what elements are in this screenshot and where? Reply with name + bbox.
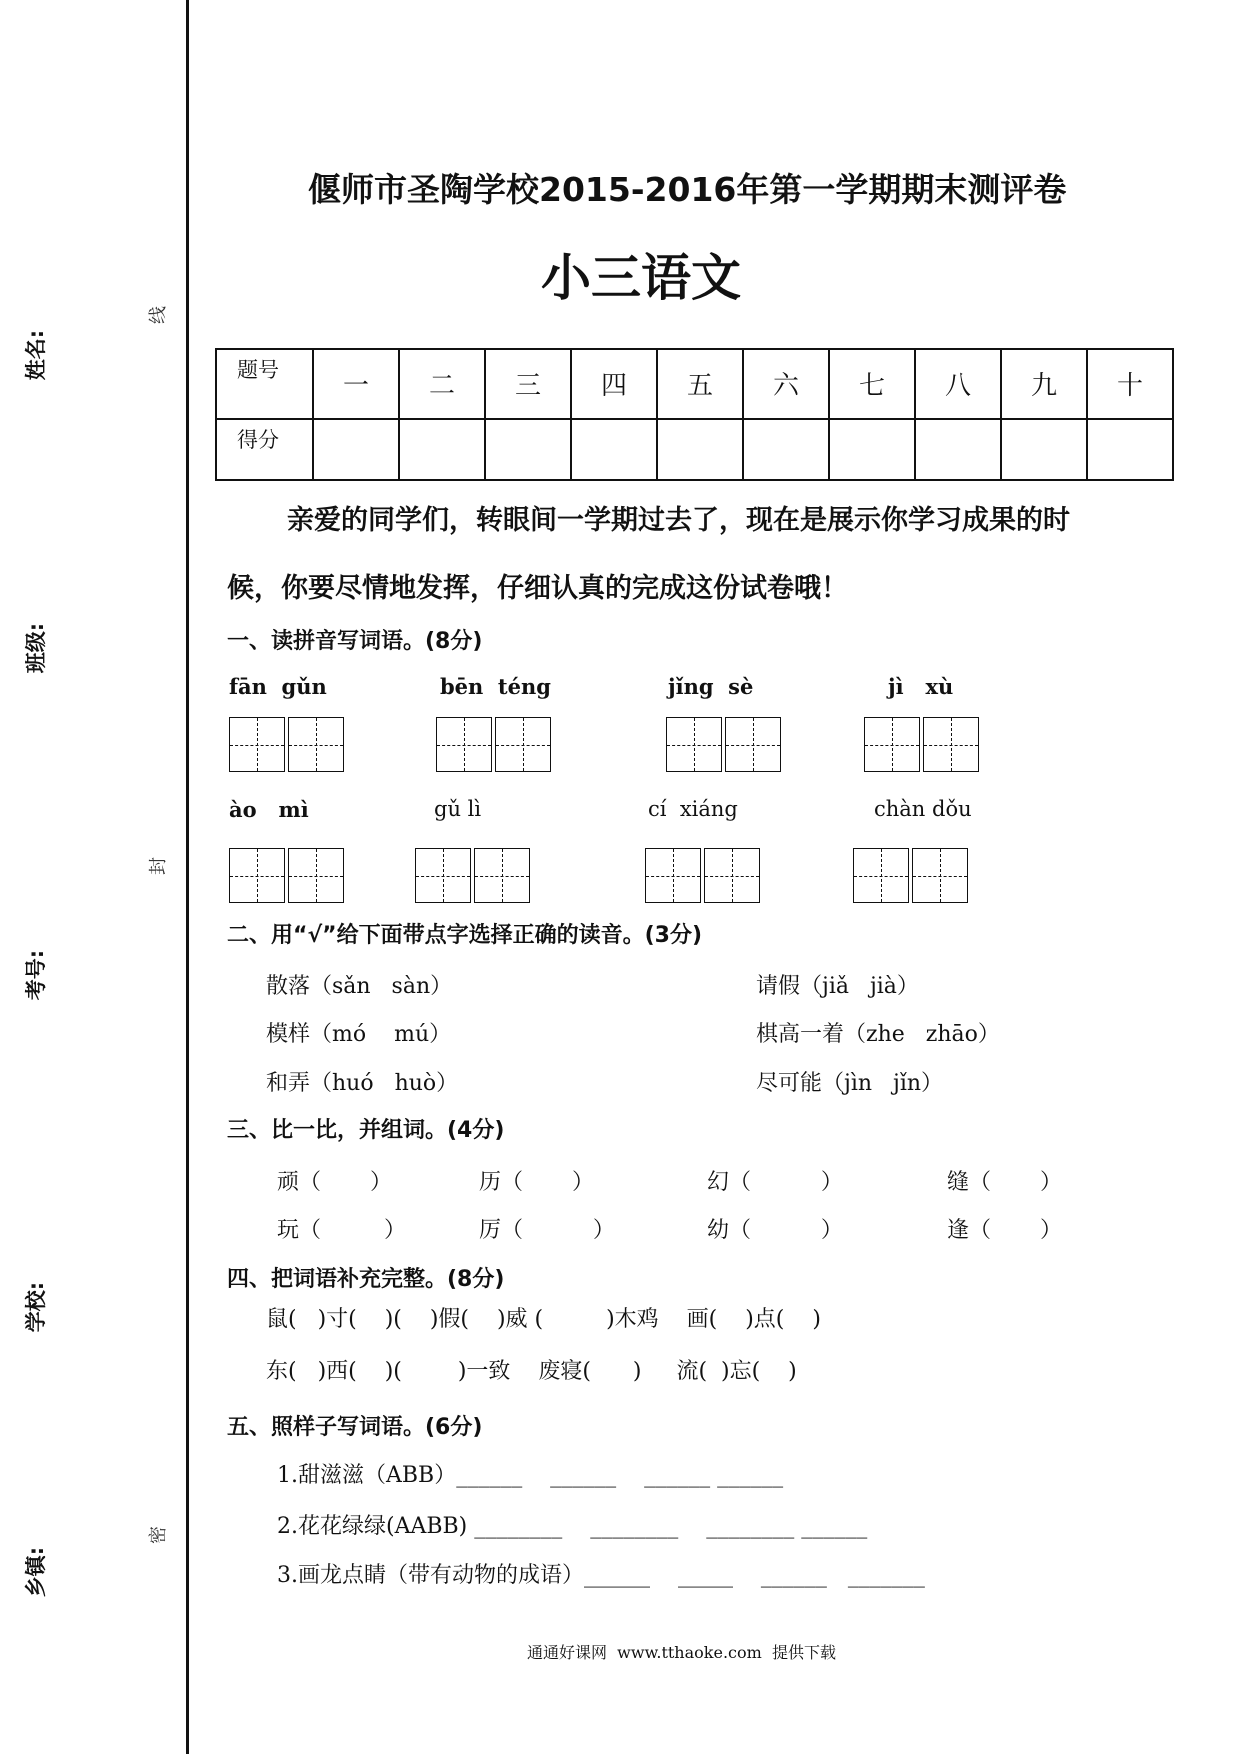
column-header: 一 <box>313 349 399 419</box>
word-blank[interactable]: 逢（ ） <box>947 1218 1062 1243</box>
pinyin: ào mì <box>229 797 309 822</box>
score-cell[interactable] <box>485 419 571 480</box>
footer-credit: 通通好课网 www.tthaoke.com 提供下载 <box>527 1643 836 1662</box>
pinyin: fān gǔn <box>229 674 327 699</box>
reading-choice[interactable]: 和弄（huó huò） <box>266 1071 459 1096</box>
writing-grid <box>415 848 530 903</box>
exam-number-label: 考号: <box>24 949 49 1001</box>
binding-line <box>186 0 189 1754</box>
char-box[interactable] <box>912 848 968 903</box>
school-label: 学校: <box>24 1281 49 1333</box>
char-box[interactable] <box>288 848 344 903</box>
question-number-row <box>216 349 1173 419</box>
idiom-fill-row[interactable]: 东( )西( )( )一致 废寝( ) 流( )忘( ) <box>266 1359 797 1384</box>
writing-grid <box>864 717 979 772</box>
seal-mark-line: 线 <box>148 306 169 324</box>
writing-grid <box>853 848 968 903</box>
writing-grid <box>229 848 344 903</box>
score-cell[interactable] <box>571 419 657 480</box>
score-cell[interactable] <box>657 419 743 480</box>
example-words-item[interactable]: 3.画龙点睛（带有动物的成语）______ _____ ______ _______ <box>277 1563 925 1588</box>
char-box[interactable] <box>229 848 285 903</box>
section5-heading: 五、照样子写词语。(6分) <box>227 1415 483 1440</box>
column-header: 六 <box>743 349 829 419</box>
char-box[interactable] <box>923 717 979 772</box>
score-cell[interactable] <box>313 419 399 480</box>
char-box[interactable] <box>864 717 920 772</box>
pinyin: gǔ lì <box>434 797 482 821</box>
word-blank[interactable]: 玩（ ） <box>277 1218 406 1243</box>
exam-title: 偃师市圣陶学校2015-2016年第一学期期末测评卷 <box>308 170 1067 209</box>
row-label: 得分 <box>216 419 313 480</box>
score-cell[interactable] <box>743 419 829 480</box>
pinyin: chàn dǒu <box>874 797 972 821</box>
pinyin: cí xiáng <box>648 797 738 821</box>
seal-mark-secret: 密 <box>148 1526 169 1544</box>
char-box[interactable] <box>415 848 471 903</box>
char-box[interactable] <box>436 717 492 772</box>
score-cell[interactable] <box>1001 419 1087 480</box>
example-words-item[interactable]: 1.甜滋滋（ABB）______ ______ ______ ______ <box>277 1463 784 1488</box>
reading-choice[interactable]: 散落（sǎn sàn） <box>266 974 453 999</box>
score-cell[interactable] <box>1087 419 1173 480</box>
seal-mark-seal: 封 <box>148 857 169 875</box>
char-box[interactable] <box>229 717 285 772</box>
row-label: 题号 <box>216 349 313 419</box>
word-blank[interactable]: 厉（ ） <box>479 1218 615 1243</box>
intro-line-1: 亲爱的同学们，转眼间一学期过去了，现在是展示你学习成果的时 <box>287 505 1070 536</box>
column-header: 十 <box>1087 349 1173 419</box>
column-header: 三 <box>485 349 571 419</box>
word-blank[interactable]: 顽（ ） <box>277 1170 392 1195</box>
column-header: 九 <box>1001 349 1087 419</box>
char-box[interactable] <box>474 848 530 903</box>
example-words-item[interactable]: 2.花花绿绿(AABB) ________ ________ ________ ______ <box>277 1514 868 1539</box>
column-header: 五 <box>657 349 743 419</box>
writing-grid <box>229 717 344 772</box>
name-label: 姓名: <box>24 329 49 381</box>
exam-subtitle: 小三语文 <box>541 249 741 307</box>
section3-heading: 三、比一比，并组词。(4分) <box>227 1118 505 1143</box>
reading-choice[interactable]: 尽可能（jìn jǐn） <box>756 1071 944 1096</box>
section4-heading: 四、把词语补充完整。(8分) <box>227 1267 505 1292</box>
column-header: 二 <box>399 349 485 419</box>
writing-grid <box>436 717 551 772</box>
char-box[interactable] <box>288 717 344 772</box>
char-box[interactable] <box>495 717 551 772</box>
writing-grid <box>645 848 760 903</box>
intro-line-2: 候，你要尽情地发挥，仔细认真的完成这份试卷哦！ <box>227 573 848 604</box>
char-box[interactable] <box>853 848 909 903</box>
pinyin: jì xù <box>888 674 954 699</box>
word-blank[interactable]: 历（ ） <box>479 1170 594 1195</box>
writing-grid <box>666 717 781 772</box>
pinyin: jǐng sè <box>668 674 754 699</box>
reading-choice[interactable]: 棋高一着（zhe zhāo） <box>756 1022 1000 1047</box>
section2-heading: 二、用“√”给下面带点字选择正确的读音。(3分) <box>227 923 703 948</box>
char-box[interactable] <box>666 717 722 772</box>
score-row <box>216 419 1173 480</box>
word-blank[interactable]: 幻（ ） <box>707 1170 843 1195</box>
section1-heading: 一、读拼音写词语。(8分) <box>227 629 483 654</box>
reading-choice[interactable]: 模样（mó mú） <box>266 1022 452 1047</box>
score-cell[interactable] <box>915 419 1001 480</box>
column-header: 八 <box>915 349 1001 419</box>
town-label: 乡镇: <box>24 1546 49 1598</box>
score-table <box>215 348 1174 481</box>
pinyin: bēn téng <box>440 674 551 699</box>
column-header: 四 <box>571 349 657 419</box>
word-blank[interactable]: 幼（ ） <box>707 1218 843 1243</box>
reading-choice[interactable]: 请假（jiǎ jià） <box>756 974 919 999</box>
score-cell[interactable] <box>399 419 485 480</box>
column-header: 七 <box>829 349 915 419</box>
char-box[interactable] <box>725 717 781 772</box>
word-blank[interactable]: 缝（ ） <box>947 1170 1062 1195</box>
idiom-fill-row[interactable]: 鼠( )寸( )( )假( )威 ( )木鸡 画( )点( ) <box>266 1307 821 1332</box>
score-cell[interactable] <box>829 419 915 480</box>
char-box[interactable] <box>645 848 701 903</box>
class-label: 班级: <box>24 622 49 674</box>
char-box[interactable] <box>704 848 760 903</box>
